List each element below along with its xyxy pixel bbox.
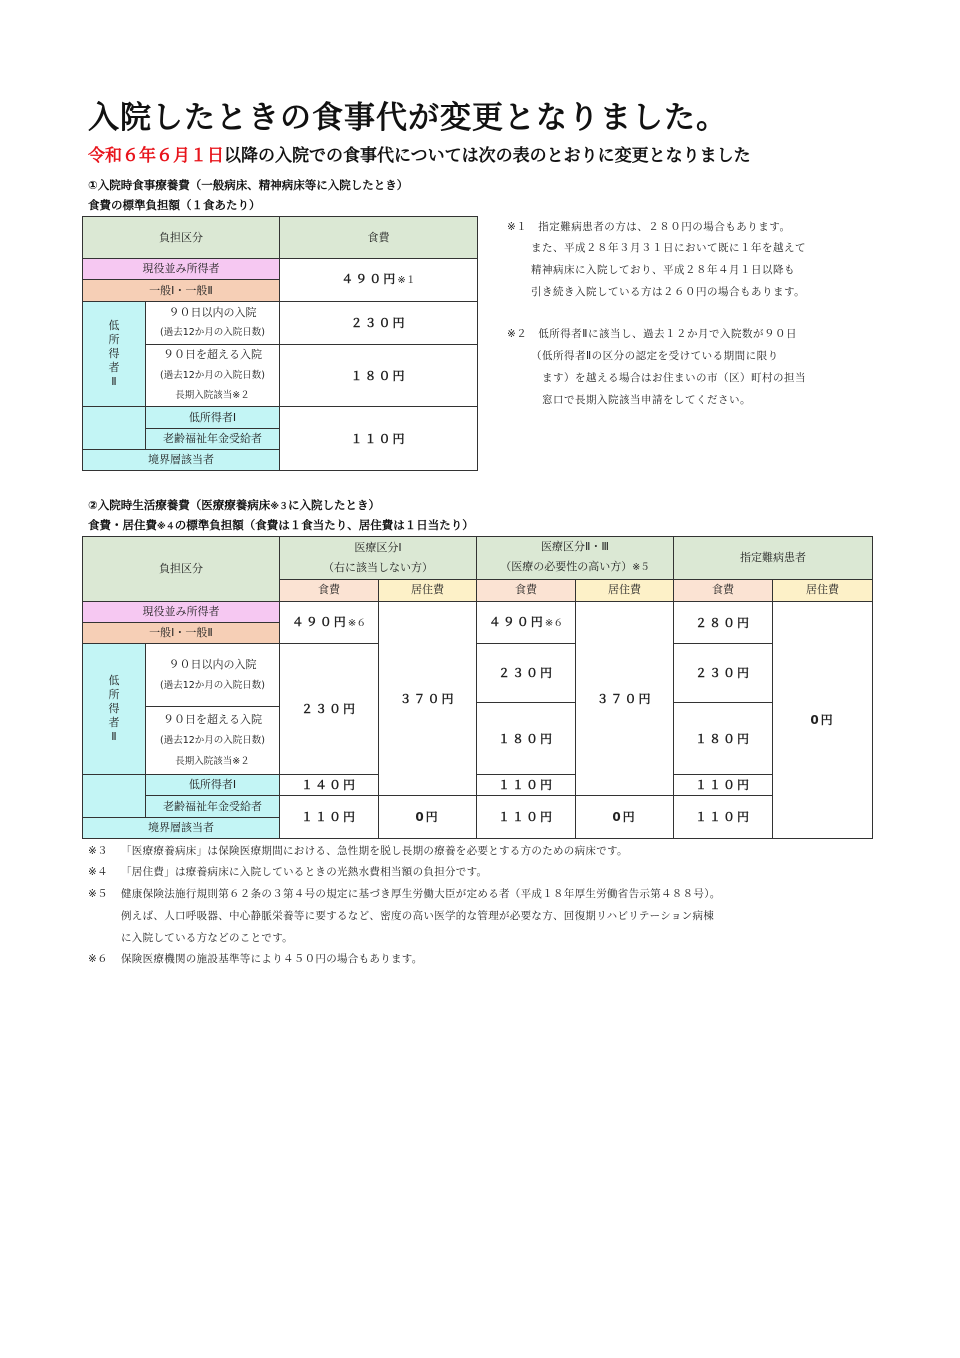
low-income-2-label: 低 所 得 者 Ⅱ (83, 644, 146, 775)
section2-heading: ②入院時生活療養費（医療療養病床※３に入院したとき） (88, 498, 380, 512)
g3-meal-low-income-1: １１０円 (674, 775, 773, 796)
g2-meal-within-90: ２３０円 (477, 644, 576, 703)
section2-subheading: 食費・居住費※４の標準負担額（食費は１食当たり、居住費は１日当たり） (88, 518, 474, 532)
g2-meal-general: ４９０円※６ (477, 601, 576, 644)
header-g1-meal: 食費 (280, 579, 379, 601)
footnote-4: ※４ 「居住費」は療養病床に入院しているときの光熱水費相当額の負担分です。 (88, 866, 488, 878)
row-within-90-days: ９０日以内の入院 (過去12か月の入院日数) (146, 644, 280, 707)
header-g1-housing: 居住費 (379, 579, 477, 601)
amount-general: ４９０円※１ (280, 259, 478, 301)
note-1-line-1: ※１ 指定難病患者の方は、２８０円の場合もあります。 (507, 221, 791, 233)
row-general: 一般Ⅰ・一般Ⅱ (83, 623, 280, 644)
header-category: 負担区分 (83, 537, 280, 602)
g3-meal-general: ２８０円 (674, 601, 773, 644)
row-boundary: 境界層該当者 (83, 449, 280, 470)
note-1-line-2: また、平成２８年３月３１日において既に１年を越えて (531, 242, 806, 254)
page-subtitle (88, 141, 751, 166)
effective-date: 令和６年６月１日 (88, 146, 224, 166)
row-over-90-days: ９０日を超える入院 (過去12か月の入院日数) 長期入院該当※２ (146, 707, 280, 775)
header-g2-meal: 食費 (477, 579, 576, 601)
note-1-line-4: 引き続き入院している方は２６０円の場合もあります。 (531, 286, 806, 298)
note-2-line-2: （低所得者Ⅱの区分の認定を受けている期間に限り (531, 350, 779, 362)
section1-heading: ①入院時食事療養費（一般病床、精神病床等に入院したとき） (88, 178, 409, 192)
g1-meal-pension: １１０円 (280, 796, 379, 839)
g1-meal-low-income-2: ２３０円 (280, 644, 379, 775)
g2-housing-main: ３７０円 (576, 601, 674, 796)
g1-meal-low-income-1: １４０円 (280, 775, 379, 796)
row-low-income-1: 低所得者Ⅰ (146, 407, 280, 428)
footnote-5: ※５ 健康保険法施行規則第６２条の３第４号の規定に基づき厚生労働大臣が定める者（平成１８年厚生労働省告示第４８８号）。 (88, 888, 721, 900)
g1-meal-general: ４９０円※６ (280, 601, 379, 644)
row-pension-recipient: 老齢福祉年金受給者 (146, 796, 280, 817)
header-g3-housing: 居住費 (773, 579, 873, 601)
g3-meal-pension: １１０円 (674, 796, 773, 839)
header-designated-intractable: 指定難病患者 (674, 537, 873, 580)
footnote-3: ※３ 「医療療養病床」は保険医療期間における、急性期を脱し長期の療養を必要とする方のための病床です。 (88, 845, 628, 857)
g1-housing-main: ３７０円 (379, 601, 477, 796)
note-2-line-3: ます）を越える場合はお住まいの市（区）町村の担当 (542, 372, 806, 384)
note-2-line-1: ※２ 低所得者Ⅱに該当し、過去１２か月で入院数が９０日 (507, 328, 797, 340)
g3-housing: 0円 (773, 601, 873, 838)
g2-meal-over-90: １８０円 (477, 703, 576, 775)
row-pension-recipient: 老齢福祉年金受給者 (146, 428, 280, 449)
row-current-income: 現役並み所得者 (83, 601, 280, 622)
row-low-income-1: 低所得者Ⅰ (146, 775, 280, 796)
subtitle-text: 以降の入院での食事代については次の表のとおりに変更となりました (224, 146, 751, 166)
page-title: 入院したときの食事代が変更となりました。 (88, 100, 728, 136)
note-1-line-3: 精神病床に入院しており、平成２８年４月１日以降も (531, 264, 795, 276)
row-current-income: 現役並み所得者 (83, 259, 280, 280)
g2-meal-low-income-1: １１０円 (477, 775, 576, 796)
note-2-line-4: 窓口で長期入院該当申請をしてください。 (542, 394, 751, 406)
row-boundary: 境界層該当者 (83, 817, 280, 838)
row-over-90-days: ９０日を超える入院 (過去12か月の入院日数) 長期入院該当※２ (146, 344, 280, 406)
g2-meal-pension: １１０円 (477, 796, 576, 839)
section1-subheading: 食費の標準負担額（１食あたり） (88, 198, 261, 212)
amount-within-90-days: ２３０円 (280, 301, 478, 344)
footnote-5-cont-2: に入院している方などのことです。 (121, 932, 293, 944)
amount-low-income-1: １１０円 (280, 407, 478, 471)
living-cost-table (82, 536, 873, 839)
low-income-1-block (83, 775, 146, 818)
g3-meal-within-90: ２３０円 (674, 644, 773, 703)
row-within-90-days: ９０日以内の入院 (過去12か月の入院日数) (146, 301, 280, 344)
low-income-1-block (83, 407, 146, 449)
low-income-2-label: 低 所 得 者 Ⅱ (83, 301, 146, 407)
g3-meal-over-90: １８０円 (674, 703, 773, 775)
amount-over-90-days: １８０円 (280, 344, 478, 406)
row-general: 一般Ⅰ・一般Ⅱ (83, 280, 280, 301)
header-medical-class-2-3: 医療区分Ⅱ・Ⅲ （医療の必要性の高い方）※５ (477, 537, 674, 580)
g2-housing-pension: 0円 (576, 796, 674, 839)
footnote-6: ※６ 保険医療機関の施設基準等により４５０円の場合もあります。 (88, 953, 423, 965)
header-category: 負担区分 (83, 217, 280, 259)
footnote-5-cont-1: 例えば、人口呼吸器、中心静脈栄養等に要するなど、密度の高い医学的な管理が必要な方、回復期リハビリテーション病棟 (121, 910, 715, 922)
g1-housing-pension: 0円 (379, 796, 477, 839)
header-medical-class-1: 医療区分Ⅰ （右に該当しない方） (280, 537, 477, 580)
header-g2-housing: 居住費 (576, 579, 674, 601)
meal-cost-table (82, 216, 478, 471)
header-g3-meal: 食費 (674, 579, 773, 601)
header-meal: 食費 (280, 217, 478, 259)
